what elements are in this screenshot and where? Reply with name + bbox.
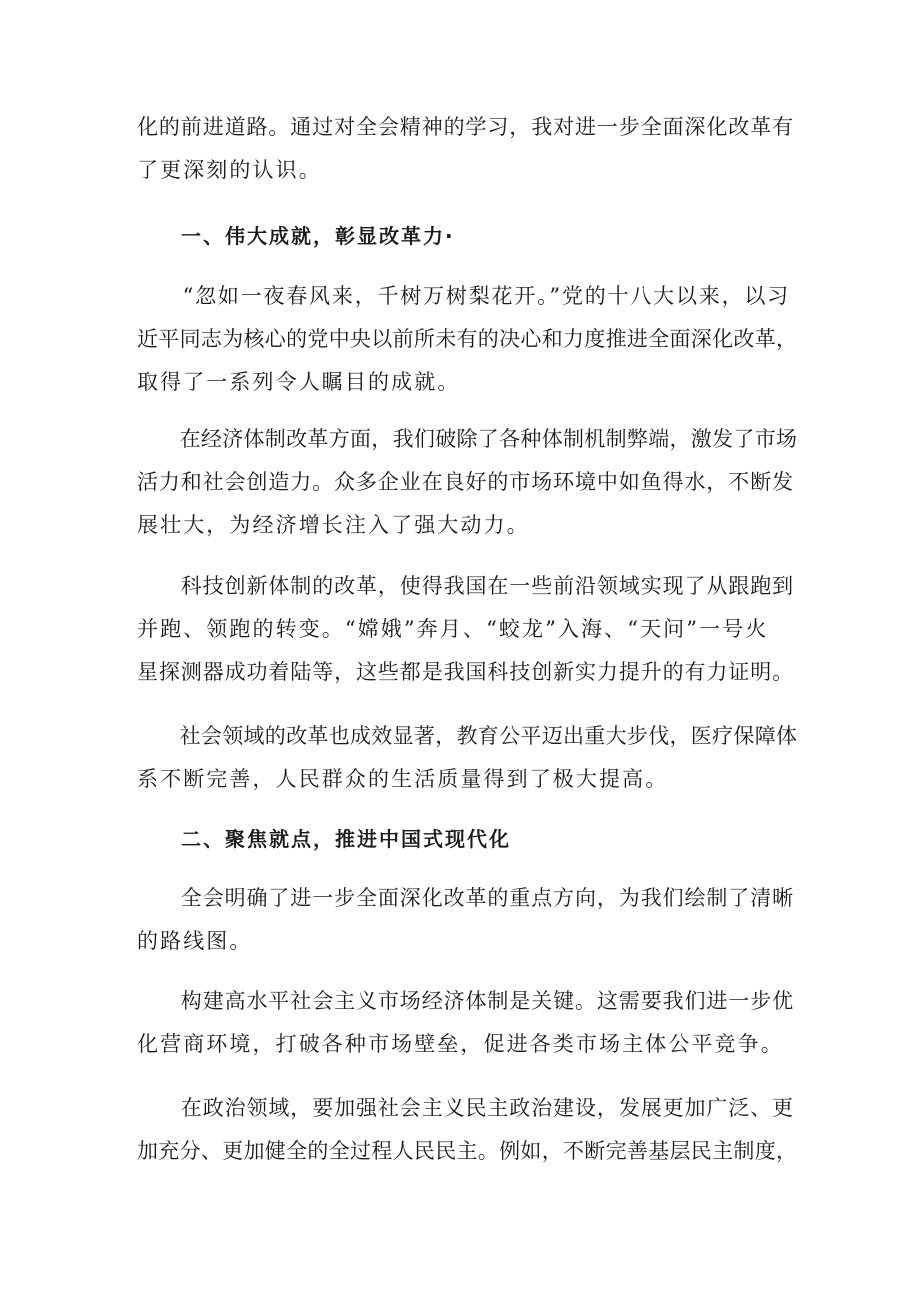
section-heading-1	[137, 215, 794, 258]
text-line: 化营商环境，打破各种市场壁垒，促进各类市场主体公平竞争。	[137, 1032, 784, 1056]
text-line: 展壮大，为经济增长注入了强大动力。	[137, 513, 530, 537]
section-heading-2	[137, 818, 794, 861]
paragraph-political-field	[137, 1087, 798, 1173]
text-line: 系不断完善，人民群众的生活质量得到了极大提高。	[137, 767, 669, 791]
text-line: 加充分、更加健全的全过程人民民主。例如，不断完善基层民主制度，	[137, 1139, 798, 1163]
text-line: 并跑、领跑的转变。“嫦娥”奔月、“蛟龙”入海、“天问”一号火	[137, 617, 769, 641]
text-line: 近平同志为核心的党中央以前所未有的决心和力度推进全面深化改革，	[137, 327, 798, 351]
heading-text: 一、伟大成就，彰显改革力·	[137, 224, 455, 248]
text-line: 科技创新体制的改革，使得我国在一些前沿领域实现了从跟跑到	[137, 574, 794, 598]
text-line: 星探测器成功着陆等，这些都是我国科技创新实力提升的有力证明。	[137, 660, 794, 684]
text-line: 化的前进道路。通过对全会精神的学习，我对进一步全面深化改革有	[137, 115, 794, 139]
paragraph-intro-continuation	[137, 106, 794, 192]
paragraph-market-economy	[137, 980, 794, 1066]
text-line: 的路线图。	[137, 929, 253, 953]
text-line: “忽如一夜春风来，千树万树梨花开。”党的十八大以来，以习	[137, 284, 790, 308]
paragraph-spring-wind	[137, 275, 798, 404]
text-line: 全会明确了进一步全面深化改革的重点方向，为我们绘制了清晰	[137, 886, 794, 910]
text-line: 了更深刻的认识。	[137, 158, 322, 182]
paragraph-economic-reform	[137, 418, 798, 547]
heading-text: 二、聚焦就点，推进中国式现代化	[137, 827, 511, 851]
paragraph-key-direction	[137, 877, 794, 963]
paragraph-tech-innovation	[137, 565, 794, 694]
text-line: 社会领域的改革也成效显著，教育公平迈出重大步伐，医疗保障体	[137, 724, 798, 748]
text-line: 取得了一系列令人瞩目的成就。	[137, 370, 461, 394]
text-line: 构建高水平社会主义市场经济体制是关键。这需要我们进一步优	[137, 989, 794, 1013]
paragraph-social-reform	[137, 715, 798, 801]
text-line: 活力和社会创造力。众多企业在良好的市场环境中如鱼得水，不断发	[137, 470, 794, 494]
text-line: 在政治领域，要加强社会主义民主政治建设，发展更加广泛、更	[137, 1096, 794, 1120]
text-line: 在经济体制改革方面，我们破除了各种体制机制弊端，激发了市场	[137, 427, 798, 451]
